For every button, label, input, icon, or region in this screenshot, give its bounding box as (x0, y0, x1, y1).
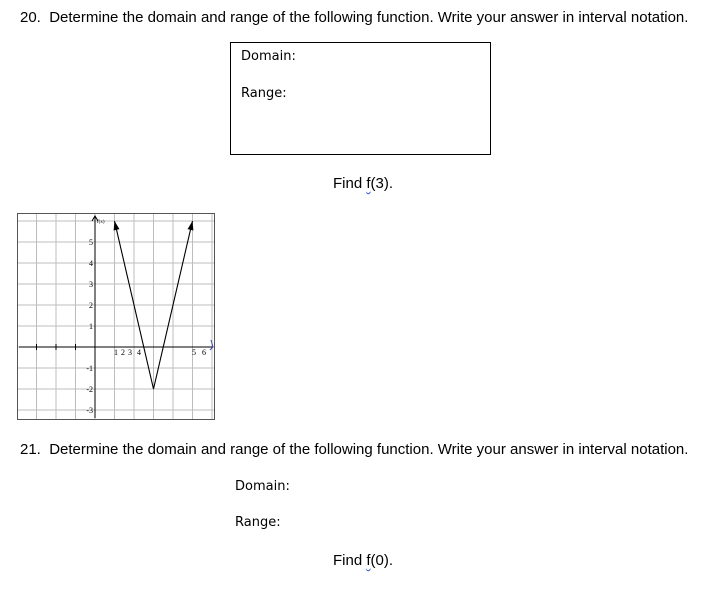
x-tick-label: 1 (114, 348, 118, 357)
y-tick-label: 5 (89, 238, 93, 247)
y-tick-label: 1 (89, 322, 93, 331)
y-tick-label: -2 (86, 385, 93, 394)
x-tick-label: 3 (128, 348, 132, 357)
y-tick-label: 2 (89, 301, 93, 310)
q20-find-rest: (3). (370, 175, 394, 192)
y-tick-label: -1 (86, 364, 93, 373)
y-tick-label: 3 (89, 280, 93, 289)
q21-find-f: f (366, 552, 371, 569)
q20-domain-label: Domain: (241, 49, 296, 64)
q20-find-prefix: Find (333, 175, 367, 192)
x-tick-label: 6 (202, 348, 206, 357)
q21-find-prefix: Find (333, 552, 367, 569)
q20-range-label: Range: (241, 86, 287, 101)
x-tick-label: 5 (192, 348, 196, 357)
q20-heading (20, 9, 688, 26)
q21-prompt: Determine the domain and range of the following function. Write your answer in interval notation. (49, 441, 689, 458)
q21-heading (20, 441, 688, 458)
q21-number: 21. (20, 441, 41, 458)
q21-domain-label: Domain: (235, 479, 290, 494)
function-graph (17, 213, 215, 420)
y-axis-name: f(x) (97, 220, 105, 225)
q20-find-f: f (366, 175, 371, 192)
q21-range-label: Range: (235, 515, 281, 530)
q21-find (333, 552, 393, 569)
q20-number: 20. (20, 9, 41, 26)
q20-find (333, 175, 393, 192)
y-tick-label: -3 (86, 406, 93, 415)
x-tick-label: 4 (137, 348, 141, 357)
y-tick-label: 4 (89, 259, 93, 268)
q20-prompt: Determine the domain and range of the following function. Write your answer in interval notation. (49, 9, 689, 26)
x-tick-label: 2 (121, 348, 125, 357)
q21-find-rest: (0). (370, 552, 394, 569)
